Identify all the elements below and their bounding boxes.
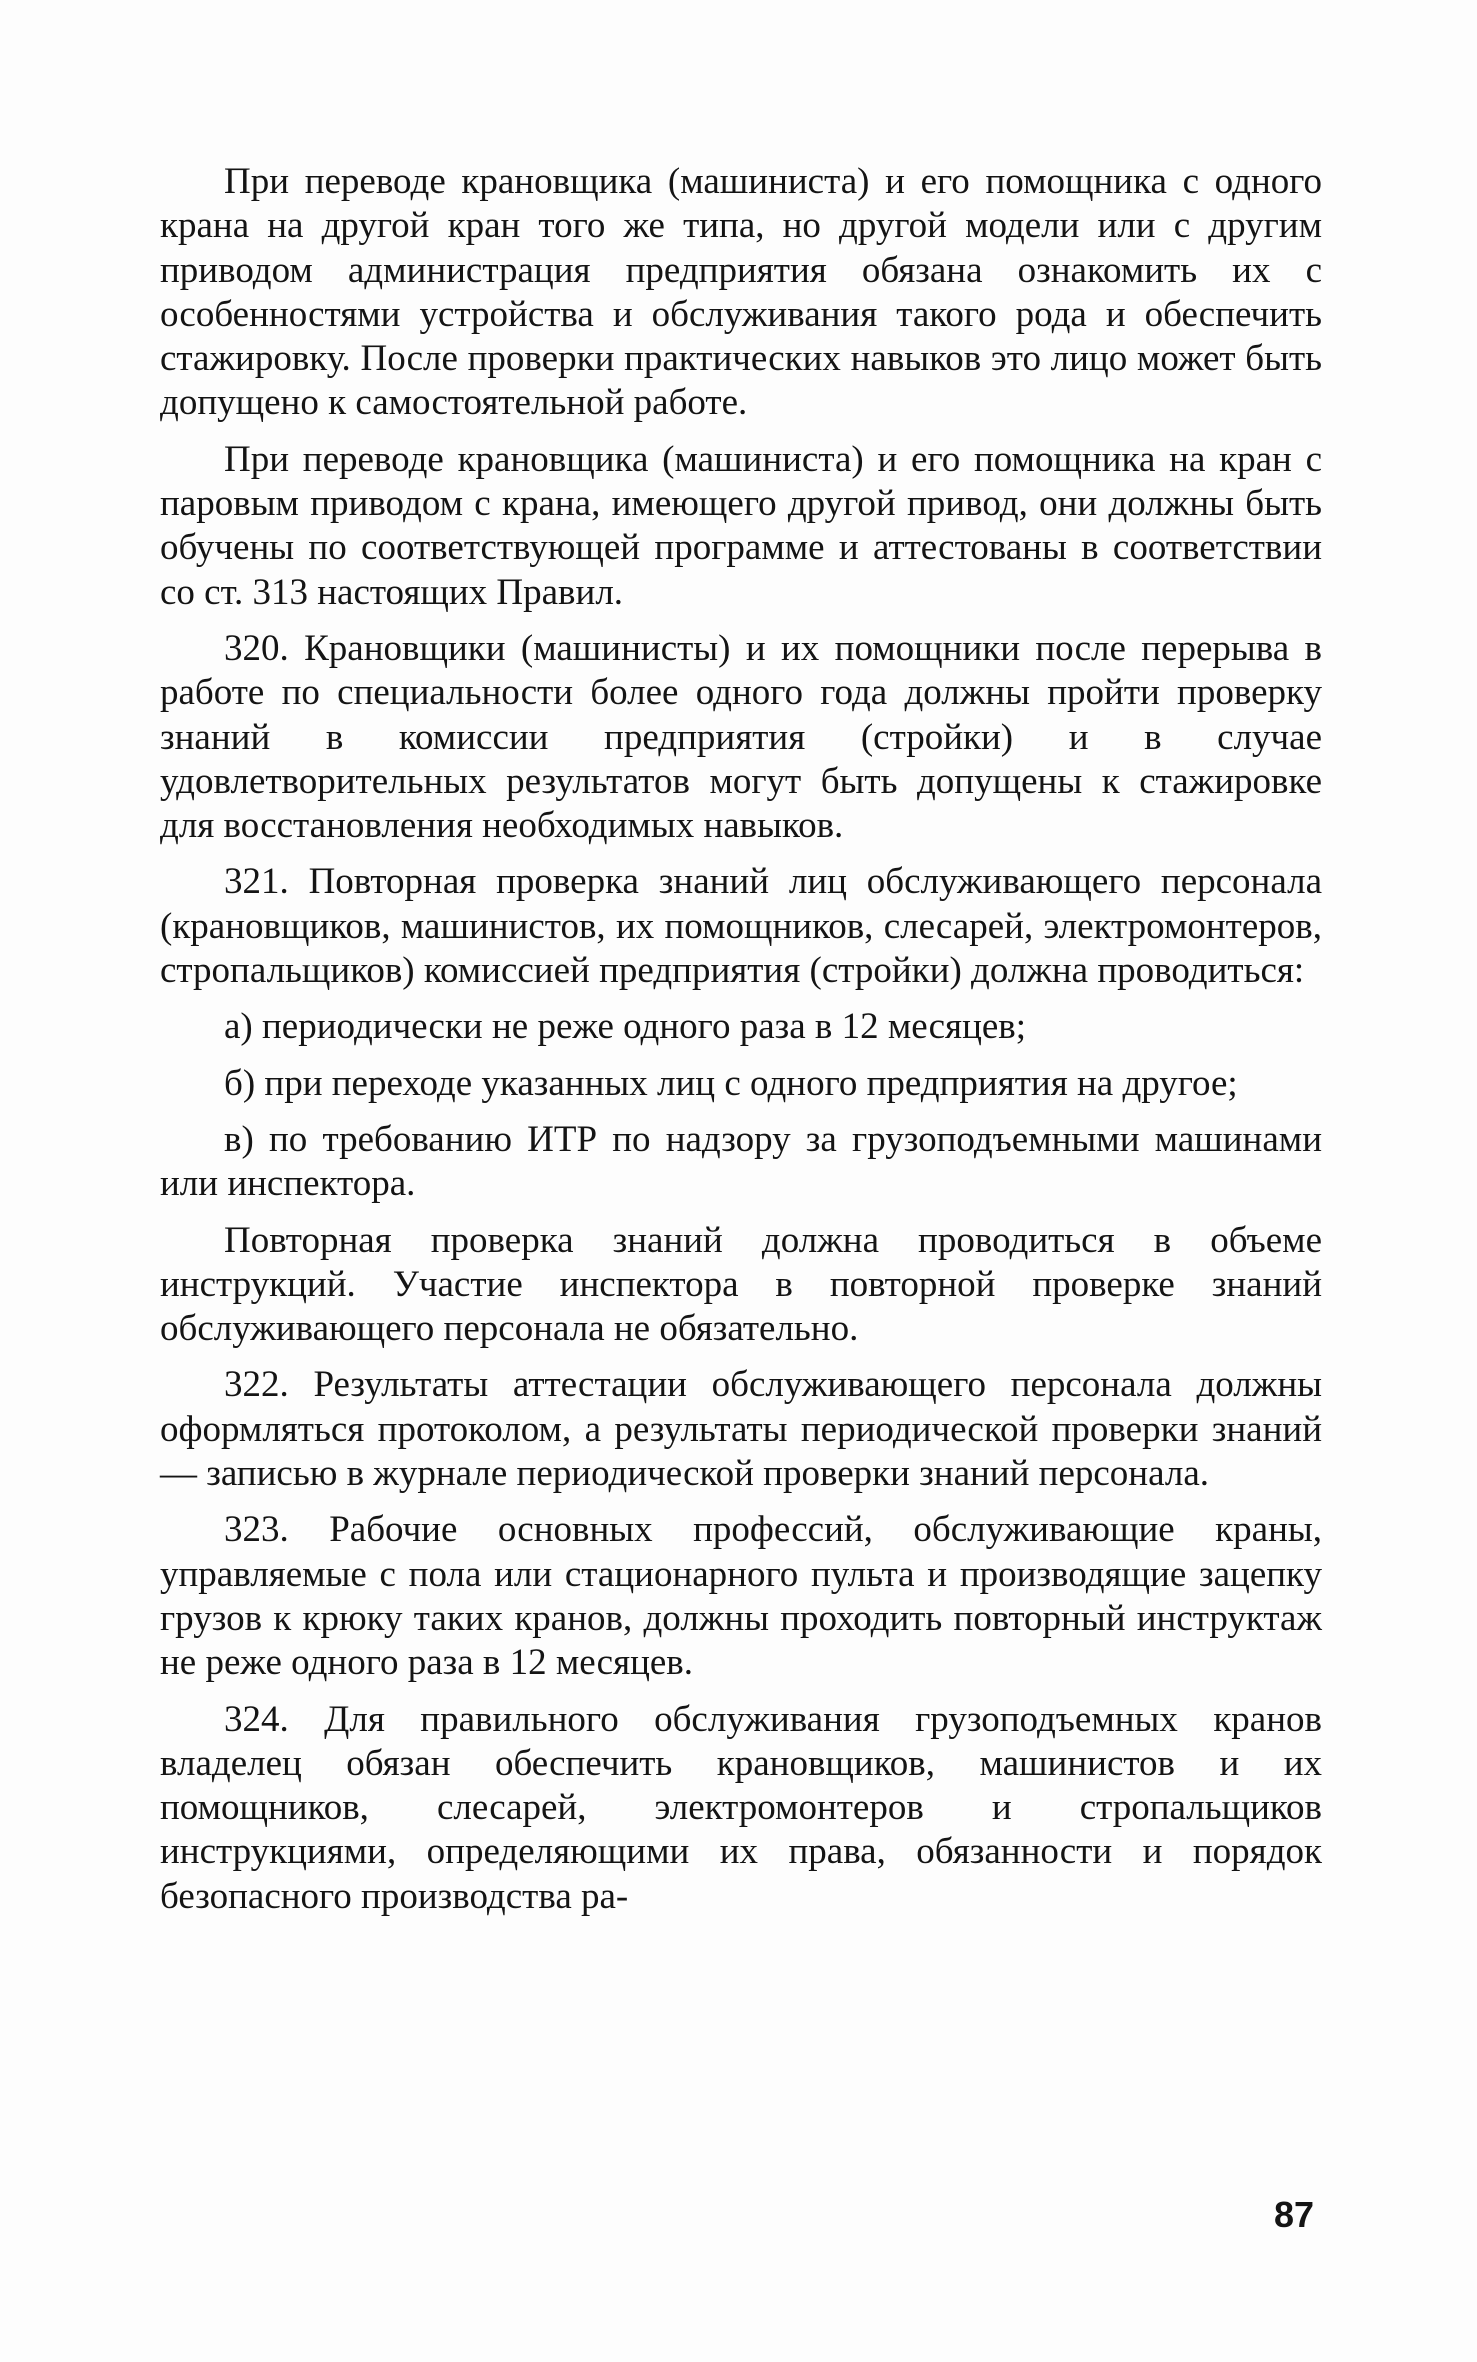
paragraph-article-323: 323. Рабочие основных профессий, обслуживающие краны, управляемые с пола или стационарного пульта и производящие зацепку грузов к крюку таких кранов, должны проходить повторный инструктаж не реже одного раза в 12 месяцев. bbox=[160, 1509, 1322, 1684]
list-item-b: б) при переходе указанных лиц с одного предприятия на другое; bbox=[224, 1062, 1238, 1104]
paragraph-article-324: 324. Для правильного обслуживания грузоподъемных кранов владелец обязан обеспечить крановщиков, машинистов и их помощников, слесарей, электромонтеров и стропальщиков инструкциями, определяющими их права, обязанности и порядок безопасного производства ра- bbox=[160, 1698, 1322, 1917]
paragraph-article-320: 320. Крановщики (машинисты) и их помощники после перерыва в работе по специальности более одного года должны пройти проверку знаний в комиссии предприятия (стройки) и в случае удовлетворительных результатов могут быть допущены к стажировке для восстановления необходимых навыков. bbox=[160, 627, 1322, 847]
page-body bbox=[160, 160, 1322, 1931]
paragraph-transfer-steam-drive: При переводе крановщика (машиниста) и его помощника на кран с паровым приводом с крана, имеющего другой привод, они должны быть обучены по соответствующей программе и аттестованы в соответствии со ст. 313 настоящих Правил. bbox=[160, 438, 1322, 613]
page-number: 87 bbox=[1274, 2194, 1315, 2235]
paragraph-repeat-check: Повторная проверка знаний должна проводиться в объеме инструкций. Участие инспектора в повторной проверке знаний обслуживающего персонала не обязательно. bbox=[160, 1219, 1322, 1350]
paragraph-article-322: 322. Результаты аттестации обслуживающего персонала должны оформляться протоколом, а результаты периодической проверки знаний — записью в журнале периодической проверки знаний персонала. bbox=[160, 1364, 1322, 1495]
list-item-v: в) по требованию ИТР по надзору за грузоподъемными машинами или инспектора. bbox=[160, 1118, 1322, 1205]
paragraph-transfer-same-type: При переводе крановщика (машиниста) и его помощника с одного крана на другой кран того же типа, но другой модели или с другим приводом администрация предприятия обязана ознакомить их с особенностями устройства и обслуживания такого рода и обеспечить стажировку. После проверки практических навыков это лицо может быть допущено к самостоятельной работе. bbox=[160, 161, 1322, 424]
list-item-a: а) периодически не реже одного раза в 12 месяцев; bbox=[224, 1006, 1027, 1048]
paragraph-article-321: 321. Повторная проверка знаний лиц обслуживающего персонала (крановщиков, машинистов, их помощников, слесарей, электромонтеров, стропальщиков) комиссией предприятия (стройки) должна проводиться: bbox=[160, 861, 1322, 992]
